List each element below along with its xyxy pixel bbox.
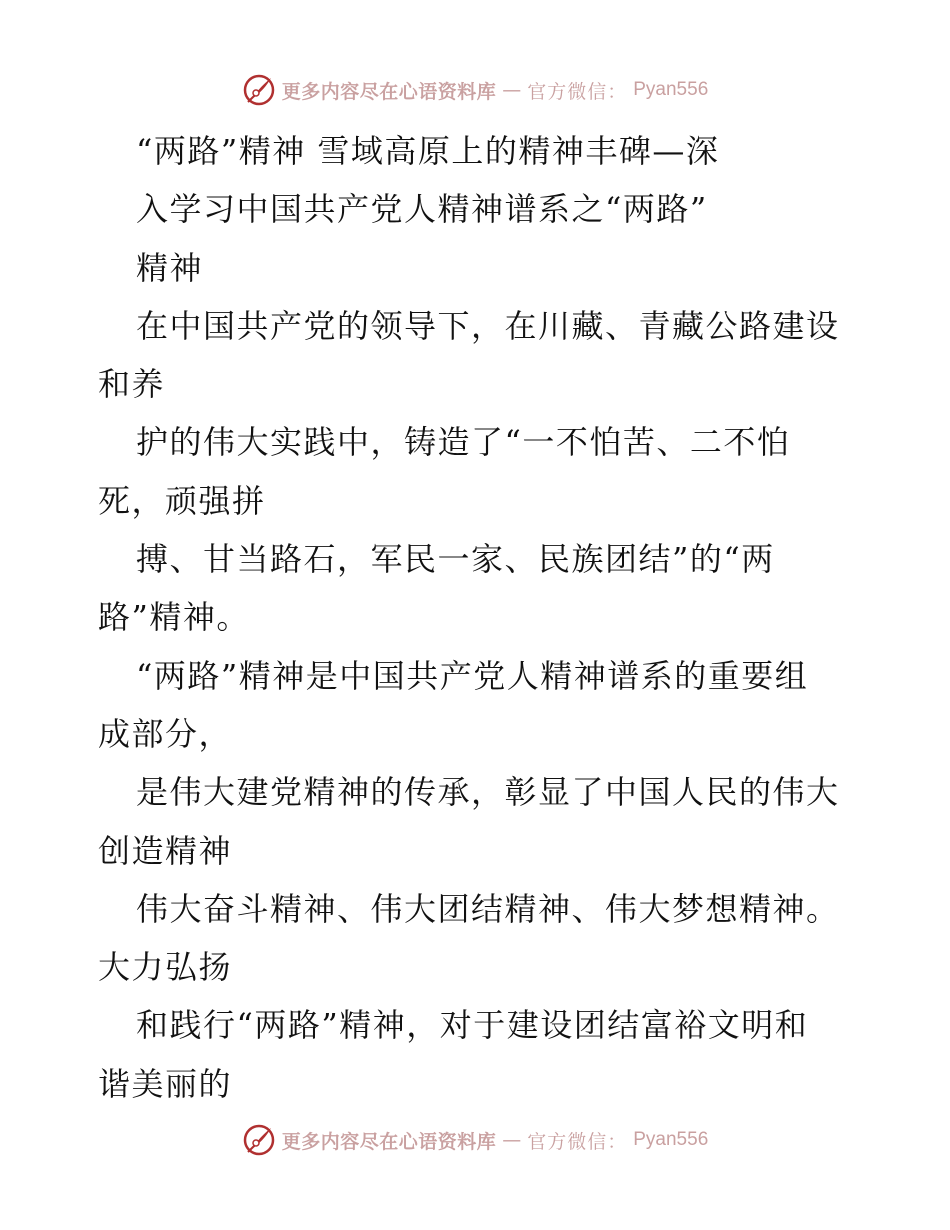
paragraph-line: 和养 [98, 365, 166, 404]
paragraph-line: 成部分， [98, 714, 233, 753]
paragraph-line: 死，顽强拼 [98, 481, 266, 520]
paragraph-line: 谐美丽的 [98, 1064, 233, 1103]
paragraph-line: 搏、甘当路石，军民一家、民族团结”的“两 [136, 540, 775, 579]
footer-banner [0, 1122, 950, 1158]
paragraph-line: 是伟大建党精神的传承，彰显了中国人民的伟大 [136, 773, 840, 812]
feather-pen-logo-icon [242, 1123, 276, 1157]
banner-separator: — [502, 79, 522, 101]
document-title-line-2: 入学习中国共产党人精神谱系之“两路” [136, 190, 708, 229]
paragraph-line: 路”精神。 [98, 598, 250, 637]
paragraph-line: 在中国共产党的领导下，在川藏、青藏公路建设 [136, 306, 840, 345]
paragraph-line: 护的伟大实践中，铸造了“一不怕苦、二不怕 [136, 423, 791, 462]
document-title-line-1: “两路”精神 雪域高原上的精神丰碑—深 [136, 132, 720, 170]
paragraph-line: “两路”精神是中国共产党人精神谱系的重要组 [136, 656, 809, 695]
feather-pen-logo-icon [242, 73, 276, 107]
banner-wechat-id: Pyan556 [633, 1129, 709, 1150]
header-banner [0, 72, 950, 108]
paragraph-line: 伟大奋斗精神、伟大团结精神、伟大梦想精神。 [136, 889, 840, 928]
document-body [98, 122, 858, 1113]
banner-brand-text: 更多内容尽在心语资料库 [281, 1130, 497, 1153]
banner-brand-text: 更多内容尽在心语资料库 [281, 80, 497, 103]
banner-wechat-id: Pyan556 [633, 79, 709, 100]
banner-separator: — [502, 1129, 522, 1151]
paragraph-line: 创造精神 [98, 831, 233, 870]
paragraph-line: 和践行“两路”精神，对于建设团结富裕文明和 [136, 1006, 809, 1045]
paragraph-line: 大力弘扬 [98, 948, 233, 987]
banner-wechat-label: 官方微信： [527, 80, 628, 103]
banner-wechat-label: 官方微信： [527, 1130, 628, 1153]
document-title-line-3: 精神 [136, 248, 204, 287]
